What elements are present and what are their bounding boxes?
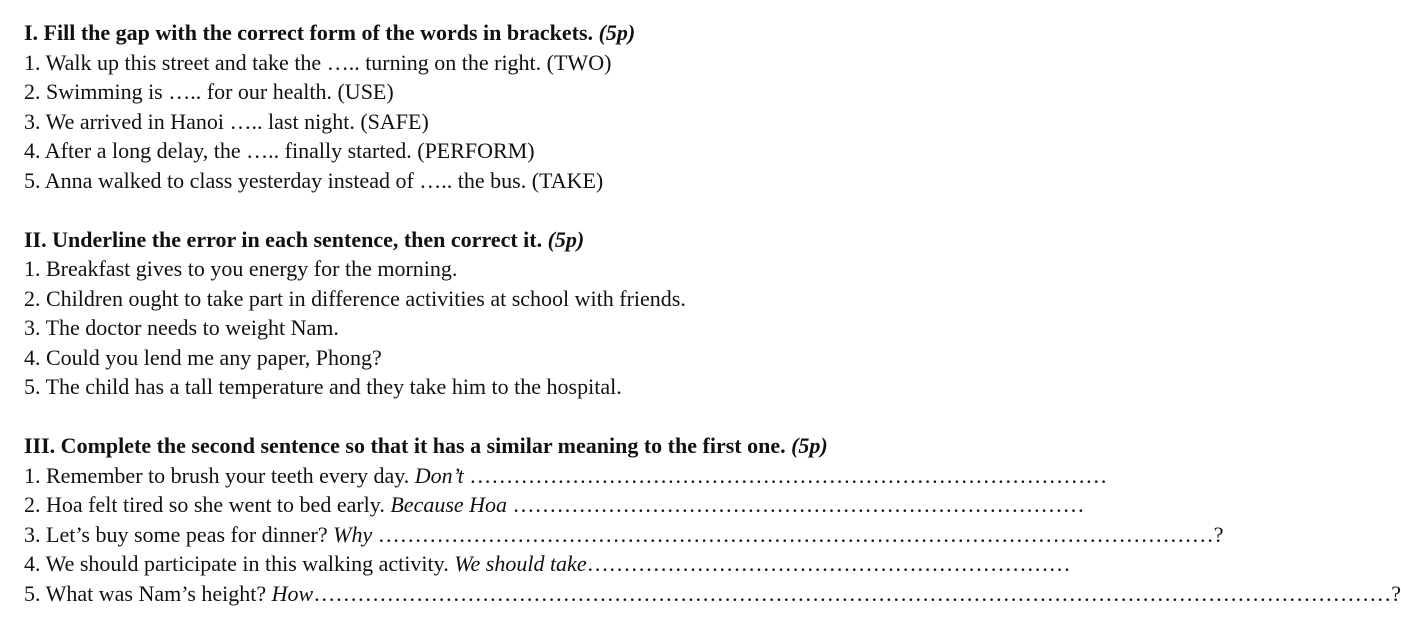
- section1-heading: [24, 18, 1004, 48]
- answer-blank: ……………………………………………………………………………: [469, 462, 1108, 488]
- section3-title: III. Complete the second sentence so that it has a similar meaning to the first one.: [24, 433, 786, 458]
- section2-item-1: 1. Breakfast gives to you energy for the morning.: [24, 256, 458, 281]
- section1-item-4: 4. After a long delay, the ….. finally started. (PERFORM): [24, 138, 535, 163]
- section1-title: I. Fill the gap with the correct form of the words in brackets.: [24, 20, 594, 45]
- section1-item-1: 1. Walk up this street and take the ….. turning on the right. (TWO): [24, 49, 612, 75]
- section3-item-cue: We should take: [454, 551, 587, 576]
- answer-blank: …………………………………………………………: [586, 551, 1071, 576]
- section1-item-3: 3. We arrived in Hanoi ….. last night. (SAFE): [24, 108, 429, 134]
- section-spacer: [24, 402, 1004, 432]
- section3-item-cue: Because Hoa: [390, 492, 508, 517]
- section3-item-2: [24, 490, 1085, 520]
- section2-item-5: 5. The child has a tall temperature and they take him to the hospital.: [24, 374, 622, 399]
- section3-item-4: [24, 549, 1071, 579]
- section3-heading: [24, 431, 1004, 461]
- section1-item-2: 2. Swimming is ….. for our health. (USE): [24, 79, 394, 104]
- section2-item-3: 3. The doctor needs to weight Nam.: [24, 315, 339, 340]
- section3-item-1: [24, 461, 1108, 491]
- section2-score: (5p): [547, 226, 585, 252]
- section3-item-text: 1. Remember to brush your teeth every day.: [24, 462, 410, 488]
- section2-item-2: 2. Children ought to take part in difference activities at school with friends.: [24, 285, 686, 311]
- answer-blank: ……………………………………………………………………: [512, 492, 1085, 517]
- section1-item-5: 5. Anna walked to class yesterday instead of ….. the bus. (TAKE): [24, 167, 604, 193]
- section3-item-5: [24, 579, 1401, 609]
- section3-item-text: 4. We should participate in this walking activity.: [24, 551, 449, 576]
- section3-item-cue: How: [271, 580, 314, 606]
- section-spacer: [24, 195, 1004, 225]
- section3-item-text: 2. Hoa felt tired so she went to bed early.: [24, 492, 385, 517]
- section3-score: (5p): [791, 433, 828, 458]
- section3-item-text: 3. Let’s buy some peas for dinner?: [24, 521, 328, 547]
- section3-item-cue: Why: [333, 521, 373, 547]
- section1-score: (5p): [598, 20, 636, 45]
- section2-item-4: 4. Could you lend me any paper, Phong?: [24, 344, 382, 370]
- section3-item-3: [24, 520, 1224, 550]
- section2-heading: [24, 225, 1004, 255]
- section2-title: II. Underline the error in each sentence, then correct it.: [24, 226, 543, 252]
- section3-item-cue: Don’t: [414, 462, 464, 488]
- worksheet: [24, 18, 1401, 608]
- answer-blank: ……………………………………………………………………………………………………?: [377, 521, 1224, 547]
- section3-item-text: 5. What was Nam’s height?: [24, 580, 267, 606]
- answer-blank: …………………………………………………………………………………………………………………………………?: [313, 580, 1401, 606]
